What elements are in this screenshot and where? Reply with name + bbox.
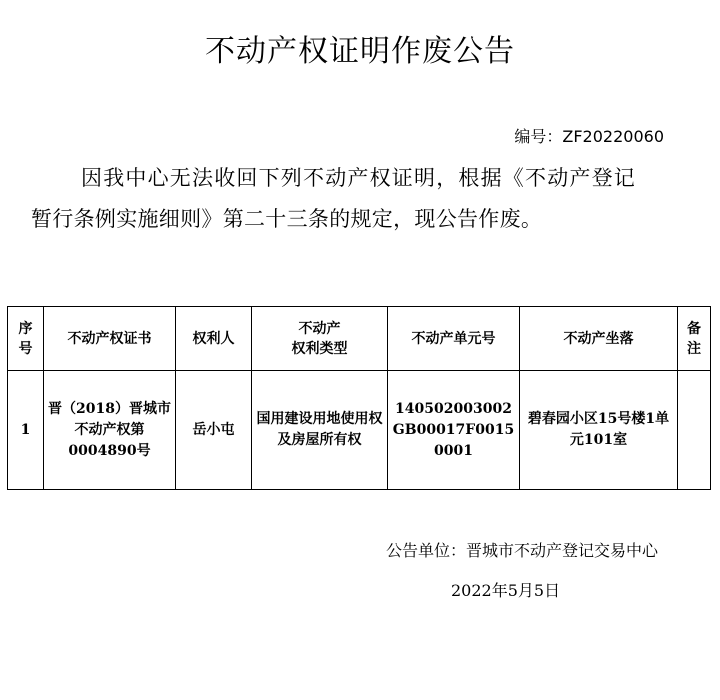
- header-right-type-line-1: 不动产: [298, 320, 341, 337]
- page-title: 不动产权证明作废公告: [205, 34, 515, 69]
- cell-remarks: [678, 371, 711, 490]
- issuing-unit: 公告单位：晋城市不动产登记交易中心: [385, 541, 658, 560]
- cell-holder: 岳小屯: [176, 371, 252, 490]
- header-certificate: 不动产权证书: [44, 307, 176, 371]
- document-number: 编号：ZF20220060: [514, 127, 664, 146]
- issue-date: 2022年5月5日: [451, 581, 561, 600]
- cell-right-type: 国用建设用地使用权及房屋所有权: [252, 371, 388, 490]
- notice-paragraph-line-2: 暂行条例实施细则》第二十三条的规定，现公告作废。: [31, 207, 543, 231]
- cell-location: 碧春园小区15号楼1单元101室: [520, 371, 678, 490]
- cell-seq: 1: [8, 371, 44, 490]
- header-seq: 序号: [8, 307, 44, 371]
- header-remarks: 备注: [678, 307, 711, 371]
- table-row: [8, 371, 711, 490]
- cell-unit-number: 140502003002GB00017F00150001: [388, 371, 520, 490]
- table-header-row: [8, 307, 711, 371]
- header-right-type: [252, 307, 388, 371]
- void-certificate-table: [7, 306, 711, 490]
- cell-certificate: 晋（2018）晋城市不动产权第0004890号: [44, 371, 176, 490]
- header-holder: 权利人: [176, 307, 252, 371]
- notice-paragraph-line-1: 因我中心无法收回下列不动产权证明，根据《不动产登记: [81, 166, 636, 190]
- header-right-type-line-2: 权利类型: [291, 340, 348, 357]
- header-location: 不动产坐落: [520, 307, 678, 371]
- header-unit-number: 不动产单元号: [388, 307, 520, 371]
